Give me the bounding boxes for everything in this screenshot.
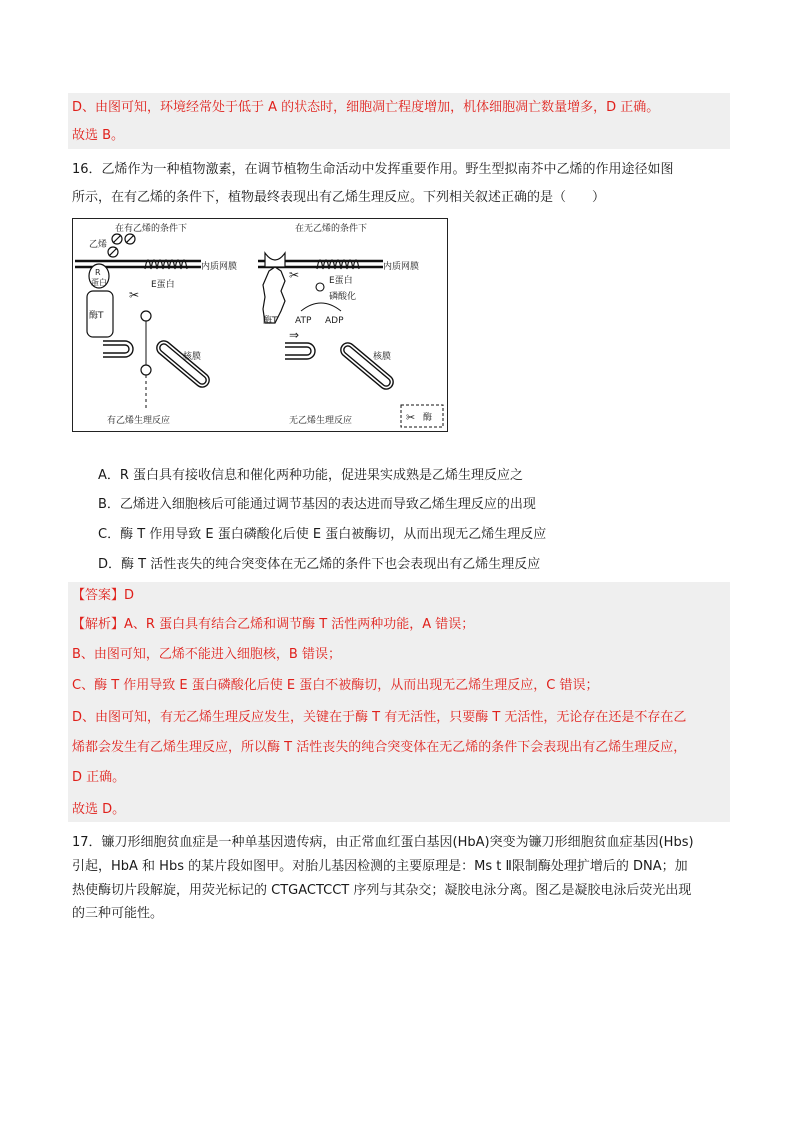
q16-option-d: D．酶 T 活性丧失的纯合突变体在无乙烯的条件下也会表现出有乙烯生理反应 [98, 557, 541, 572]
phosphate-group-icon [316, 283, 324, 291]
q16-stem-line1: 16．乙烯作为一种植物激素，在调节植物生命活动中发挥重要作用。野生型拟南芥中乙烯的作用途径如图 [72, 162, 674, 177]
analysis-a-text: A、R 蛋白具有结合乙烯和调节酶 T 活性两种功能，A 错误； [124, 617, 475, 632]
q16-answer: 【答案】D [72, 588, 135, 603]
er-label-left: 内质网膜 [201, 262, 238, 272]
response-yes-label: 有乙烯生理反应 [107, 416, 171, 426]
r-protein-left [87, 264, 113, 337]
scissors-icon-left: ✂ [129, 288, 140, 302]
q16-analysis-d2: 烯都会发生有乙烯生理反应，所以酶 T 活性丧失的纯合突变体在无乙烯的条件下会表现出有乙烯生理反应， [72, 740, 687, 755]
legend-label: 酶 [423, 413, 433, 423]
q17-line4: 的三种可能性。 [72, 906, 164, 921]
e-fragment-left [141, 311, 151, 321]
nuclear-membrane-left [103, 338, 212, 390]
ethylene-label: 乙烯 [89, 240, 108, 250]
enzyme-t-left: 酶T [89, 311, 104, 321]
left-panel-title: 在有乙烯的条件下 [115, 224, 188, 234]
q17-line2: 引起，HbA 和 Hbs 的某片段如图甲。对胎儿基因检测的主要原理是：Ms t Ⅱ限制酶处理扩增后的 DNA；加 [72, 859, 688, 874]
adp-label: ADP [325, 316, 344, 326]
r-letter-left: R [95, 268, 101, 277]
top-analysis-d: D、由图可知，环境经常处于低于 A 的状态时，细胞凋亡程度增加，机体细胞凋亡数量增多，D 正确。 [72, 100, 660, 115]
e-protein-left: E蛋白 [151, 280, 175, 290]
q16-analysis-c: C、酶 T 作用导致 E 蛋白磷酸化后使 E 蛋白不被酶切，从而出现无乙烯生理反应，C 错误； [72, 678, 599, 693]
atp-adp-arrow [301, 303, 341, 311]
e-fragment-nucleus [141, 365, 151, 375]
q17-line3: 热使酶切片段解旋，用荧光标记的 CTGACTCCT 序列与其杂交；凝胶电泳分离。图乙是凝胶电泳后荧光出现 [72, 883, 692, 898]
ethylene-pathway-figure [72, 218, 448, 432]
nuclear-label-left: 核膜 [183, 352, 202, 362]
q16-conclusion: 故选 D。 [72, 802, 126, 817]
q16-analysis-d3: D 正确。 [72, 770, 126, 785]
ethylene-molecule-icon [108, 234, 135, 257]
q16-stem-line2: 所示，在有乙烯的条件下，植物最终表现出有乙烯生理反应。下列相关叙述正确的是（ ） [72, 190, 606, 205]
r-sub-left: 蛋白 [91, 278, 107, 287]
scissors-icon-right: ✂ [289, 268, 300, 282]
phosphorylation-label: 磷酸化 [329, 292, 357, 302]
arrow-to-nucleus-icon: ⇒ [289, 328, 300, 342]
response-no-label: 无乙烯生理反应 [289, 416, 353, 426]
analysis-prefix: 【解析】 [72, 617, 125, 632]
legend-scissors-icon: ✂ [406, 411, 416, 424]
pathway-diagram [73, 219, 447, 431]
nuclear-membrane-right [285, 340, 396, 392]
right-panel-title: 在无乙烯的条件下 [295, 224, 368, 234]
er-label-right: 内质网膜 [383, 262, 420, 272]
q16-analysis-d1: D、由图可知，有无乙烯生理反应发生，关键在于酶 T 有无活性，只要酶 T 无活性，无论存在还是不存在乙 [72, 710, 687, 725]
r-protein-right [263, 253, 285, 326]
nuclear-label-right: 核膜 [373, 352, 392, 362]
q16-option-a: A．R 蛋白具有接收信息和催化两种功能，促进果实成熟是乙烯生理反应之 [98, 468, 524, 483]
top-conclusion: 故选 B。 [72, 128, 125, 143]
enzyme-t-right: 酶T [263, 316, 278, 326]
q16-option-b: B．乙烯进入细胞核后可能通过调节基因的表达进而导致乙烯生理反应的出现 [98, 497, 536, 512]
atp-label: ATP [295, 316, 312, 326]
q16-analysis-b: B、由图可知，乙烯不能进入细胞核，B 错误； [72, 647, 341, 662]
q17-line1: 17．镰刀形细胞贫血症是一种单基因遗传病，由正常血红蛋白基因(HbA)突变为镰刀形细胞贫血症基因(Hbs) [72, 835, 694, 850]
q16-analysis-a [72, 615, 474, 635]
e-protein-right: E蛋白 [329, 276, 353, 286]
q16-option-c: C．酶 T 作用导致 E 蛋白磷酸化后使 E 蛋白被酶切，从而出现无乙烯生理反应 [98, 527, 547, 542]
